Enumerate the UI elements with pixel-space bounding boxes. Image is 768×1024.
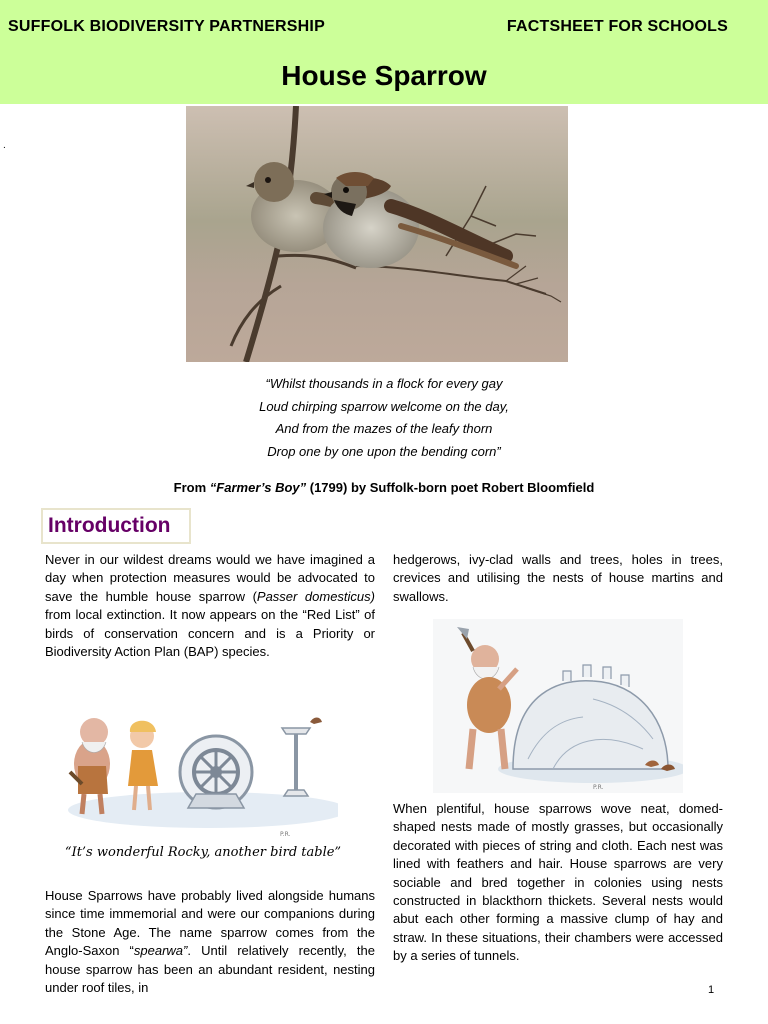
intro-paragraph-1 [45, 551, 375, 661]
intro-paragraph-4 [393, 800, 723, 966]
anglo-saxon-word: spearwa” [133, 943, 188, 959]
intro-paragraph-3 [393, 551, 723, 606]
attribution-suffix: (1799) by Suffolk-born poet Robert Bloomfield [306, 480, 595, 495]
header-banner [0, 0, 768, 104]
svg-text:P.R.: P.R. [593, 784, 604, 791]
sparrow-photo [186, 106, 568, 362]
poem-line: Loud chirping sparrow welcome on the day, [259, 398, 509, 414]
cave-people-cartoon [48, 702, 338, 842]
dome-nest-cartoon [433, 619, 683, 793]
cartoon-caption: “It’s wonderful Rocky, another bird table” [64, 845, 342, 860]
text-run: When plentiful, house sparrows wove neat, domed-shaped nests made of mostly grasses, but occasionally decorated with pieces of string and cloth. Each nest was lined with feathers and hair. House sparrows are very sociable and bred together in colonies using nests constructed in blackthorn thickets. Several nests would abut each other forming a massive clump of hay and straw. In these situations, their chambers were accessed by a series of tunnels. [393, 801, 723, 964]
poem-line: Drop one by one upon the bending corn” [267, 444, 501, 460]
attribution-prefix: From [173, 480, 210, 495]
text-run: House Sparrows have probably lived alongside humans since time immemorial and were our companions during the Stone Age. The name sparrow comes from the Anglo-Saxon “ [45, 888, 375, 959]
attribution-work: “Farmer’s Boy” [209, 480, 307, 495]
svg-text:P.R.: P.R. [280, 831, 291, 838]
latin-name: Passer domesticus) [256, 588, 375, 604]
section-heading: Introduction [48, 514, 171, 537]
text-run: hedgerows, ivy-clad walls and trees, holes in trees, crevices and utilising the nests of house martins and swallows. [393, 552, 723, 604]
poem-attribution [0, 480, 768, 495]
stray-mark: . [3, 140, 6, 151]
poem-line: And from the mazes of the leafy thorn [275, 421, 493, 437]
intro-paragraph-2 [45, 887, 375, 997]
text-run: . Until relatively recently, the house sparrow has been an abundant resident, nesting under roof tiles, in [45, 943, 375, 996]
organization-name: SUFFOLK BIODIVERSITY PARTNERSHIP [8, 18, 325, 35]
document-type: FACTSHEET FOR SCHOOLS [506, 18, 728, 35]
poem [0, 373, 768, 464]
poem-line: “Whilst thousands in a flock for every gay [265, 376, 503, 391]
page-number: 1 [708, 984, 715, 996]
page-title: House Sparrow [281, 60, 487, 91]
text-run: Never in our wildest dreams would we have imagined a day when protection measures would be advocated to save the humble house sparrow ( [45, 552, 375, 604]
text-run: from local extinction. It now appears on the “Red List” of birds of conservation concern and is a Priority or Biodiversity Action Plan (BAP) species. [45, 607, 375, 660]
